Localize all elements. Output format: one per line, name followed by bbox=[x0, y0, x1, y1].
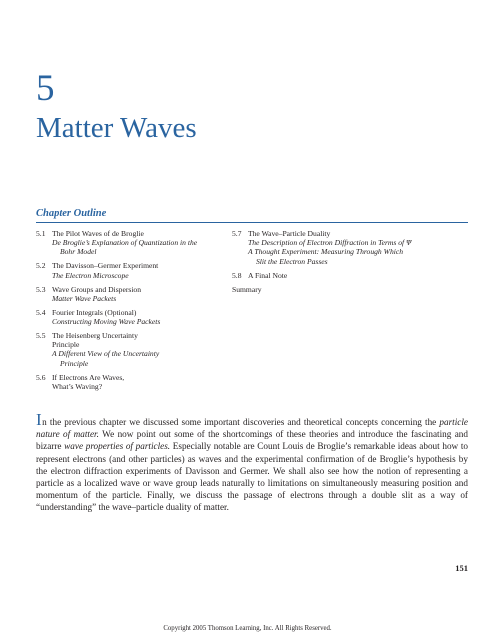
outline-entry bbox=[36, 261, 211, 279]
page-number: 151 bbox=[455, 563, 468, 573]
intro-text: Especially notable are Count Louis de Broglie’s remarkable ideas about how to represent electrons (and other particles) as waves and the experimental confirmation of de Broglie’s hypothesis by the electron diffraction experiments of Davisson and Germer. We shall also see how the notion of representing a particle as a localized wave or wave group leads naturally to limitations on simultaneously measuring position and momentum of the particle. Finally, we discuss the passage of electrons through a double slit as a way of “understanding” the wave–particle duality of matter. bbox=[36, 441, 468, 513]
section-title: The Pilot Waves of de Broglie bbox=[52, 229, 144, 238]
intro-emphasis: wave properties of particles. bbox=[64, 441, 171, 452]
subsection-title: Constructing Moving Wave Packets bbox=[52, 317, 161, 327]
outline-entry bbox=[232, 271, 412, 280]
subsection-title: A Thought Experiment: Measuring Through Which Slit the Electron Passes bbox=[248, 247, 404, 266]
subsection-title: Matter Wave Packets bbox=[52, 293, 117, 303]
outline-entry bbox=[36, 331, 211, 368]
section-title: Fourier Integrals (Optional) bbox=[52, 307, 137, 317]
outline-entry bbox=[36, 229, 211, 257]
outline-entry bbox=[36, 285, 211, 303]
subsection-title: The Description of Electron Diffraction in Terms of Ψ bbox=[248, 238, 412, 248]
intro-paragraph bbox=[36, 410, 468, 514]
section-title: The Heisenberg Uncertainty Principle bbox=[52, 331, 138, 350]
section-number: 5.8 bbox=[232, 270, 242, 280]
copyright-notice: Copyright 2005 Thomson Learning, Inc. All Rights Reserved. bbox=[163, 625, 332, 632]
chapter-number: 5 bbox=[36, 68, 55, 109]
section-title: A Final Note bbox=[248, 270, 288, 280]
subsection-title: A Different View of the Uncertainty Principle bbox=[52, 349, 160, 368]
outline-entry bbox=[232, 229, 412, 266]
section-number: 5.5 bbox=[36, 331, 46, 341]
intro-emphasis: particle nature of matter. bbox=[36, 417, 468, 440]
section-number: 5.3 bbox=[36, 284, 46, 294]
chapter-outline-heading: Chapter Outline bbox=[36, 208, 107, 219]
outline-column-left bbox=[36, 229, 211, 396]
outline-column-right bbox=[232, 229, 412, 294]
intro-text: n the previous chapter we discussed some important discoveries and theoretical concepts concerning the bbox=[42, 417, 440, 427]
section-number: 5.1 bbox=[36, 229, 46, 238]
section-title: The Wave–Particle Duality bbox=[248, 229, 331, 238]
subsection-title: De Broglie’s Explanation of Quantization in the Bohr Model bbox=[52, 238, 198, 257]
section-title: If Electrons Are Waves, What’s Waving? bbox=[52, 372, 125, 391]
outline-divider bbox=[36, 222, 468, 223]
section-number: 5.4 bbox=[36, 307, 46, 317]
section-number: 5.6 bbox=[36, 372, 46, 382]
section-title: The Davisson–Germer Experiment bbox=[52, 261, 159, 271]
section-number: 5.2 bbox=[36, 261, 46, 271]
section-number: 5.7 bbox=[232, 229, 242, 238]
chapter-title: Matter Waves bbox=[36, 112, 197, 144]
intro-text: We now point out some of the shortcomings of these theories and introduce the fascinating and bizarre bbox=[36, 429, 468, 452]
drop-cap: I bbox=[36, 410, 42, 429]
section-title: Wave Groups and Dispersion bbox=[52, 284, 142, 294]
outline-summary: Summary bbox=[232, 284, 262, 294]
outline-entry bbox=[36, 308, 211, 326]
outline-entry bbox=[36, 373, 211, 391]
subsection-title: The Electron Microscope bbox=[52, 270, 129, 280]
